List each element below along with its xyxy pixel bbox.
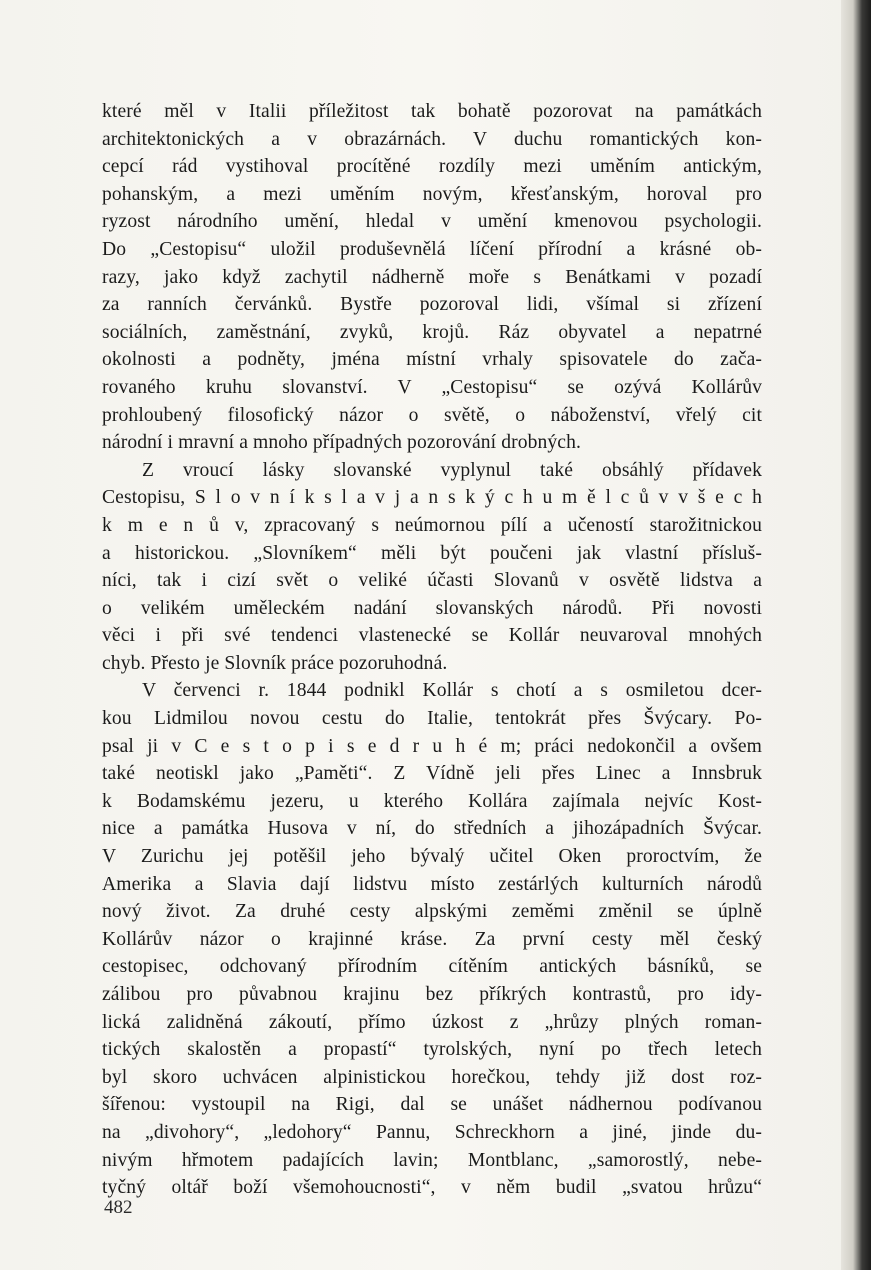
text-line: tyčný oltář boží všemohoucnosti“, v něm budil „svatou hrůzu“ (102, 1177, 762, 1199)
text-line: razy, jako když zachytil nádherně moře s Benátkami v pozadí (102, 266, 762, 288)
text-line: věci i při své tendenci vlastenecké se Kollár neuvaroval mnohých (102, 625, 762, 647)
text-line: tických skalostěn a propastí“ tyrolských, nyní po třech letech (102, 1039, 762, 1061)
text-line: architektonických a v obrazárnách. V duchu romantických kon- (102, 128, 762, 150)
text-line: V Zurichu jej potěšil jeho bývalý učitel Oken proroctvím, že (102, 846, 762, 868)
text-line: lická zalidněná zákoutí, přímo úzkost z „hrůzy plných roman- (102, 1011, 762, 1033)
page-number: 482 (104, 1197, 133, 1218)
text-line: k Bodamskému jezeru, u kterého Kollára zajímala nejvíc Kost- (102, 790, 762, 812)
body-text (102, 98, 762, 1202)
text-line: národní i mravní a mnoho případných pozorování drobných. (102, 432, 581, 454)
text-line: Cestopisu, S l o v n í k s l a v j a n s k ý c h u m ě l c ů v v š e c h (102, 487, 762, 509)
text-line: sociálních, zaměstnání, zvyků, krojů. Ráz obyvatel a nepatrné (102, 321, 762, 343)
text-line: ryzost národního umění, hledal v umění kmenovou psychologii. (102, 211, 762, 233)
text-line: rovaného kruhu slovanství. V „Cestopisu“ se ozývá Kollárův (102, 376, 762, 398)
text-line: Amerika a Slavia dají lidstvu místo zestárlých kulturních národů (102, 873, 762, 895)
text-line: níci, tak i cizí svět o veliké účasti Slovanů v osvětě lidstva a (102, 570, 762, 592)
text-line: Kollárův názor o krajinné kráse. Za první cesty měl český (102, 928, 762, 950)
text-line: o velikém uměleckém nadání slovanských národů. Při novosti (102, 597, 762, 619)
text-line: zálibou pro půvabnou krajinu bez příkrých kontrastů, pro idy- (102, 984, 762, 1005)
text-line: okolnosti a podněty, jména místní vrhaly spisovatele do zača- (102, 349, 762, 371)
text-line: a historickou. „Slovníkem“ měli být poučeni jak vlastní přísluš- (102, 542, 762, 564)
text-line: které měl v Italii příležitost tak bohatě pozorovat na památkách (102, 101, 762, 122)
text-line: cepcí rád vystihoval procítěné rozdíly mezi uměním antickým, (102, 156, 762, 178)
text-line: za ranních červánků. Bystře pozoroval lidi, všímal si zřízení (102, 294, 762, 316)
text-line: k m e n ů v, zpracovaný s neúmornou pílí a učeností starožitnickou (102, 514, 762, 536)
book-binding-edge (841, 0, 871, 1270)
text-line: cestopisec, odchovaný přírodním cítěním antických básníků, se (102, 956, 762, 978)
text-line: šířenou: vystoupil na Rigi, dal se unášet nádhernou podívanou (102, 1094, 762, 1116)
text-line: chyb. Přesto je Slovník práce pozoruhodná. (102, 652, 448, 674)
text-line: na „divohory“, „ledohory“ Pannu, Schreckhorn a jiné, jinde du- (102, 1121, 762, 1143)
text-line: byl skoro uchvácen alpinistickou horečkou, tehdy již dost roz- (102, 1066, 762, 1088)
text-line: nový život. Za druhé cesty alpskými zeměmi změnil se úplně (102, 901, 762, 923)
text-line: kou Lidmilou novou cestu do Italie, tentokrát přes Švýcary. Po- (102, 708, 762, 730)
text-line: nivým hřmotem padajících lavin; Montblanc, „samorostlý, nebe- (102, 1149, 762, 1171)
text-line: prohloubený filosofický názor o světě, o náboženství, vřelý cit (102, 404, 762, 426)
text-line: Z vroucí lásky slovanské vyplynul také obsáhlý přídavek (142, 459, 762, 481)
text-line: Do „Cestopisu“ uložil produševnělá líčení přírodní a krásné ob- (102, 238, 762, 260)
text-line: pohanským, a mezi uměním novým, křesťanským, horoval pro (102, 183, 762, 205)
text-line: také neotiskl jako „Paměti“. Z Vídně jeli přes Linec a Innsbruk (102, 763, 762, 785)
text-line: nice a památka Husova v ní, do středních a jihozápadních Švýcar. (102, 818, 762, 840)
text-line: psal ji v C e s t o p i s e d r u h é m; práci nedokončil a ovšem (102, 735, 762, 757)
text-line: V červenci r. 1844 podnikl Kollár s chotí a s osmiletou dcer- (142, 680, 762, 702)
